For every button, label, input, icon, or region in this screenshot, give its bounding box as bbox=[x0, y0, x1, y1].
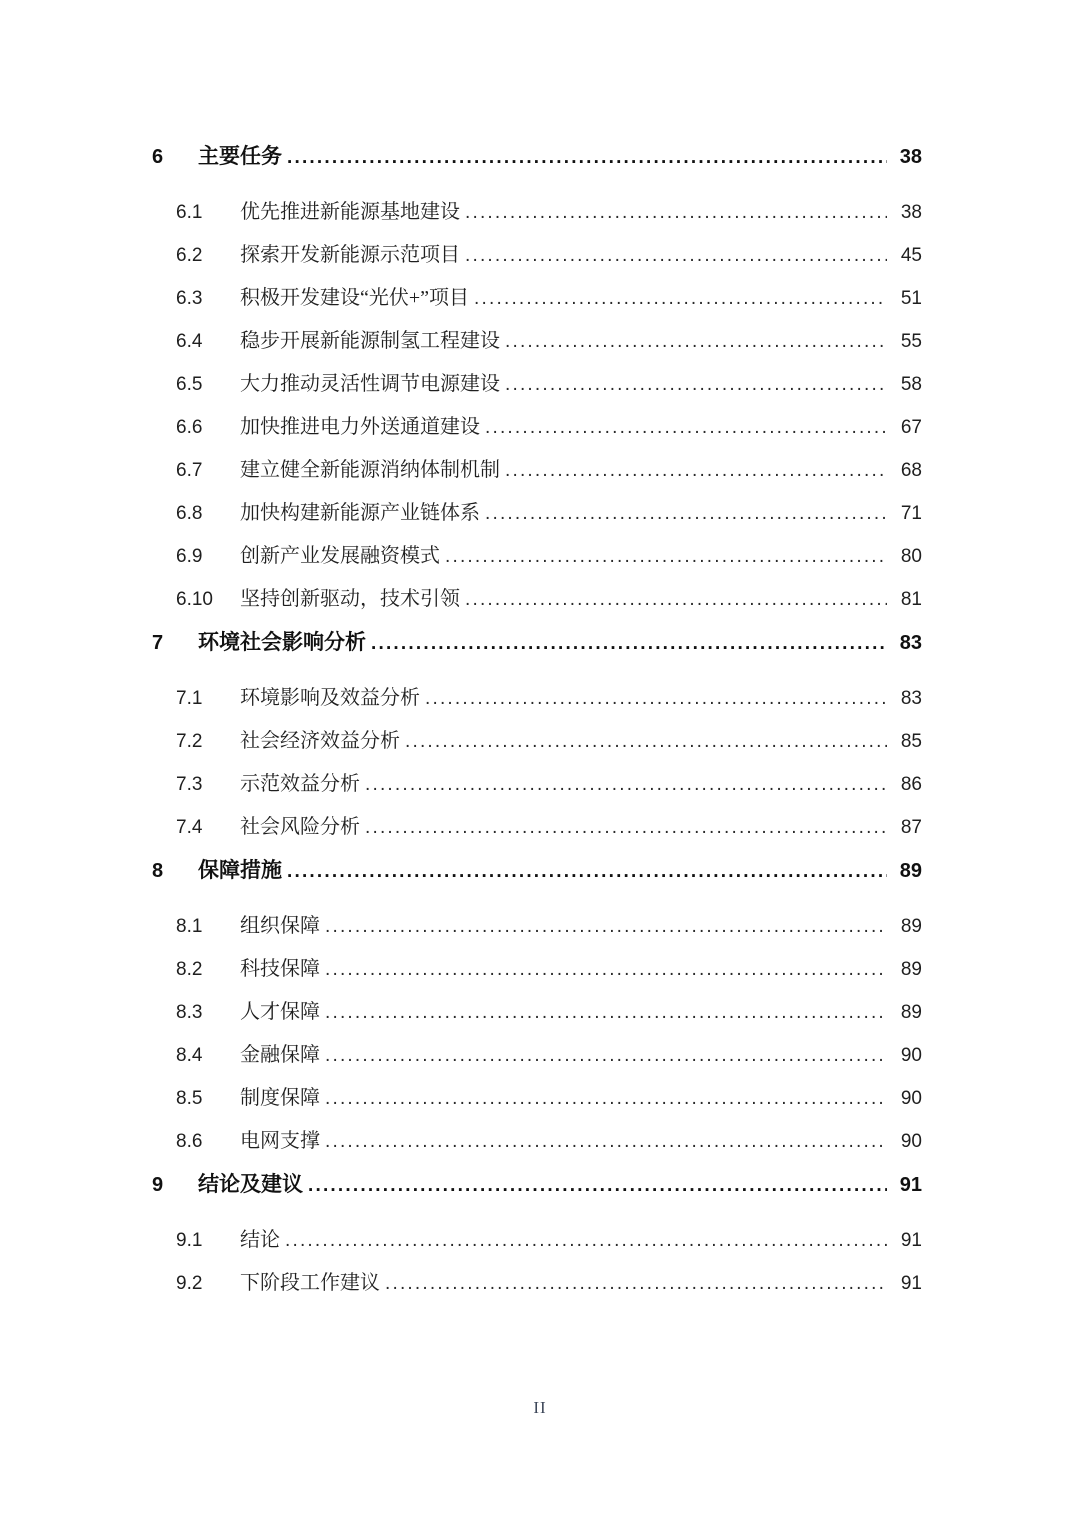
toc-entry-number: 8.2 bbox=[176, 959, 203, 980]
toc-dot-leader bbox=[365, 814, 887, 842]
toc-entry-number: 6.7 bbox=[176, 460, 203, 481]
toc-entry-number: 8.4 bbox=[176, 1045, 203, 1066]
toc-entry-number: 6.10 bbox=[176, 589, 213, 610]
toc-entry-title: 加快构建新能源产业链体系 bbox=[240, 502, 480, 524]
toc-entry-page: 80 bbox=[900, 546, 922, 567]
toc-dot-leader bbox=[365, 771, 887, 799]
toc-entry[interactable] bbox=[152, 628, 922, 658]
toc-entry[interactable] bbox=[176, 284, 922, 313]
toc-dot-leader bbox=[325, 999, 887, 1027]
toc-entry-title: 金融保障 bbox=[240, 1044, 320, 1066]
page-number-footer: II bbox=[533, 1398, 547, 1417]
toc-dot-leader bbox=[371, 630, 887, 658]
toc-entry-title: 下阶段工作建议 bbox=[240, 1272, 380, 1294]
toc-entry-number: 6.2 bbox=[176, 245, 203, 266]
toc-entry-page: 38 bbox=[900, 202, 922, 223]
toc-dot-leader bbox=[485, 500, 887, 528]
toc-dot-leader bbox=[325, 1128, 887, 1156]
toc-entry[interactable] bbox=[176, 727, 922, 756]
toc-entry-number: 8.5 bbox=[176, 1088, 203, 1109]
toc-entry-title: 组织保障 bbox=[240, 915, 320, 937]
toc-entry-title: 主要任务 bbox=[198, 144, 282, 168]
toc-entry[interactable] bbox=[176, 912, 922, 941]
toc-list bbox=[152, 142, 922, 1298]
toc-entry-page: 58 bbox=[900, 374, 922, 395]
toc-entry-title: 坚持创新驱动，技术引领 bbox=[240, 588, 460, 610]
toc-entry-page: 85 bbox=[900, 731, 922, 752]
toc-entry[interactable] bbox=[176, 585, 922, 614]
toc-entry[interactable] bbox=[176, 241, 922, 270]
toc-entry-page: 67 bbox=[900, 417, 922, 438]
toc-entry-number: 6.3 bbox=[176, 288, 203, 309]
toc-entry[interactable] bbox=[176, 1226, 922, 1255]
toc-entry-page: 83 bbox=[899, 632, 922, 654]
toc-entry[interactable] bbox=[176, 955, 922, 984]
toc-entry-title: 积极开发建设“光伏+”项目 bbox=[240, 287, 470, 309]
toc-entry[interactable] bbox=[176, 499, 922, 528]
toc-entry-title: 优先推进新能源基地建设 bbox=[240, 201, 460, 223]
toc-entry-title: 人才保障 bbox=[240, 1001, 320, 1023]
toc-entry-number: 6.8 bbox=[176, 503, 203, 524]
toc-entry-page: 86 bbox=[900, 774, 922, 795]
toc-entry-page: 45 bbox=[900, 245, 922, 266]
toc-dot-leader bbox=[325, 956, 887, 984]
toc-entry-title: 加快推进电力外送通道建设 bbox=[240, 416, 480, 438]
toc-entry-page: 91 bbox=[900, 1230, 922, 1251]
toc-dot-leader bbox=[308, 1172, 887, 1200]
toc-entry[interactable] bbox=[176, 1041, 922, 1070]
toc-entry-number: 7.1 bbox=[176, 688, 203, 709]
toc-dot-leader bbox=[505, 457, 887, 485]
toc-entry-number: 6.5 bbox=[176, 374, 203, 395]
toc-dot-leader bbox=[325, 913, 887, 941]
toc-entry[interactable] bbox=[176, 770, 922, 799]
toc-entry-page: 68 bbox=[900, 460, 922, 481]
toc-entry-number: 9.2 bbox=[176, 1273, 203, 1294]
toc-dot-leader bbox=[385, 1270, 887, 1298]
toc-entry[interactable] bbox=[176, 1084, 922, 1113]
toc-dot-leader bbox=[465, 199, 887, 227]
toc-entry[interactable] bbox=[176, 542, 922, 571]
toc-entry-title: 社会经济效益分析 bbox=[240, 730, 400, 752]
toc-entry[interactable] bbox=[176, 198, 922, 227]
toc-entry-title: 结论 bbox=[240, 1229, 280, 1251]
toc-entry[interactable] bbox=[176, 1269, 922, 1298]
toc-entry-title: 结论及建议 bbox=[198, 1172, 303, 1196]
toc-entry-number: 8.1 bbox=[176, 916, 203, 937]
toc-entry-page: 71 bbox=[900, 503, 922, 524]
toc-entry-number: 8.3 bbox=[176, 1002, 203, 1023]
toc-dot-leader bbox=[445, 543, 887, 571]
toc-entry-title: 探索开发新能源示范项目 bbox=[240, 244, 460, 266]
toc-entry-page: 51 bbox=[900, 288, 922, 309]
toc-entry[interactable] bbox=[176, 1127, 922, 1156]
toc-entry-number: 8.6 bbox=[176, 1131, 203, 1152]
toc-dot-leader bbox=[425, 685, 887, 713]
toc-dot-leader bbox=[287, 858, 887, 886]
toc-entry-page: 83 bbox=[900, 688, 922, 709]
toc-entry-page: 55 bbox=[900, 331, 922, 352]
toc-dot-leader bbox=[325, 1042, 887, 1070]
toc-entry-page: 81 bbox=[900, 589, 922, 610]
toc-entry-number: 6.4 bbox=[176, 331, 203, 352]
toc-entry[interactable] bbox=[176, 456, 922, 485]
toc-entry-page: 90 bbox=[900, 1088, 922, 1109]
toc-entry-page: 89 bbox=[900, 1002, 922, 1023]
toc-dot-leader bbox=[465, 242, 887, 270]
toc-dot-leader bbox=[485, 414, 887, 442]
toc-entry-page: 91 bbox=[900, 1273, 922, 1294]
toc-entry-number: 6.6 bbox=[176, 417, 203, 438]
toc-entry-number: 8 bbox=[152, 860, 164, 882]
toc-entry-title: 社会风险分析 bbox=[240, 816, 360, 838]
toc-entry[interactable] bbox=[152, 142, 922, 172]
toc-dot-leader bbox=[465, 586, 887, 614]
toc-entry[interactable] bbox=[176, 684, 922, 713]
toc-dot-leader bbox=[474, 285, 887, 313]
toc-entry-page: 89 bbox=[900, 916, 922, 937]
toc-page bbox=[152, 142, 922, 1312]
toc-entry-title: 示范效益分析 bbox=[240, 773, 360, 795]
toc-entry-number: 6 bbox=[152, 146, 164, 168]
toc-dot-leader bbox=[325, 1085, 887, 1113]
toc-entry-number: 7.2 bbox=[176, 731, 203, 752]
toc-entry-page: 89 bbox=[899, 860, 922, 882]
toc-entry[interactable] bbox=[176, 327, 922, 356]
toc-entry-number: 6.1 bbox=[176, 202, 203, 223]
toc-dot-leader bbox=[505, 328, 887, 356]
toc-entry-page: 90 bbox=[900, 1131, 922, 1152]
toc-entry-number: 7 bbox=[152, 632, 164, 654]
toc-entry[interactable] bbox=[176, 998, 922, 1027]
toc-entry[interactable] bbox=[176, 370, 922, 399]
toc-entry-number: 6.9 bbox=[176, 546, 203, 567]
toc-dot-leader bbox=[285, 1227, 887, 1255]
toc-entry[interactable] bbox=[152, 856, 922, 886]
toc-entry-title: 环境影响及效益分析 bbox=[240, 687, 420, 709]
toc-entry-title: 电网支撑 bbox=[240, 1130, 320, 1152]
toc-entry-page: 90 bbox=[900, 1045, 922, 1066]
toc-entry[interactable] bbox=[176, 413, 922, 442]
toc-entry-title: 稳步开展新能源制氢工程建设 bbox=[240, 330, 500, 352]
toc-entry-page: 87 bbox=[900, 817, 922, 838]
toc-entry-title: 创新产业发展融资模式 bbox=[240, 545, 440, 567]
toc-entry-title: 建立健全新能源消纳体制机制 bbox=[240, 459, 500, 481]
toc-entry-title: 制度保障 bbox=[240, 1087, 320, 1109]
toc-entry-title: 保障措施 bbox=[198, 858, 282, 882]
toc-dot-leader bbox=[405, 728, 887, 756]
toc-entry-number: 9.1 bbox=[176, 1230, 203, 1251]
toc-entry-page: 91 bbox=[899, 1174, 922, 1196]
toc-entry-number: 9 bbox=[152, 1174, 164, 1196]
toc-entry-page: 89 bbox=[900, 959, 922, 980]
toc-entry-title: 科技保障 bbox=[240, 958, 320, 980]
toc-dot-leader bbox=[505, 371, 887, 399]
toc-entry-number: 7.3 bbox=[176, 774, 203, 795]
toc-entry[interactable] bbox=[152, 1170, 922, 1200]
toc-entry-page: 38 bbox=[899, 146, 922, 168]
toc-entry-number: 7.4 bbox=[176, 817, 203, 838]
toc-entry-title: 环境社会影响分析 bbox=[198, 630, 366, 654]
toc-entry[interactable] bbox=[176, 813, 922, 842]
toc-entry-title: 大力推动灵活性调节电源建设 bbox=[240, 373, 500, 395]
toc-dot-leader bbox=[287, 144, 887, 172]
